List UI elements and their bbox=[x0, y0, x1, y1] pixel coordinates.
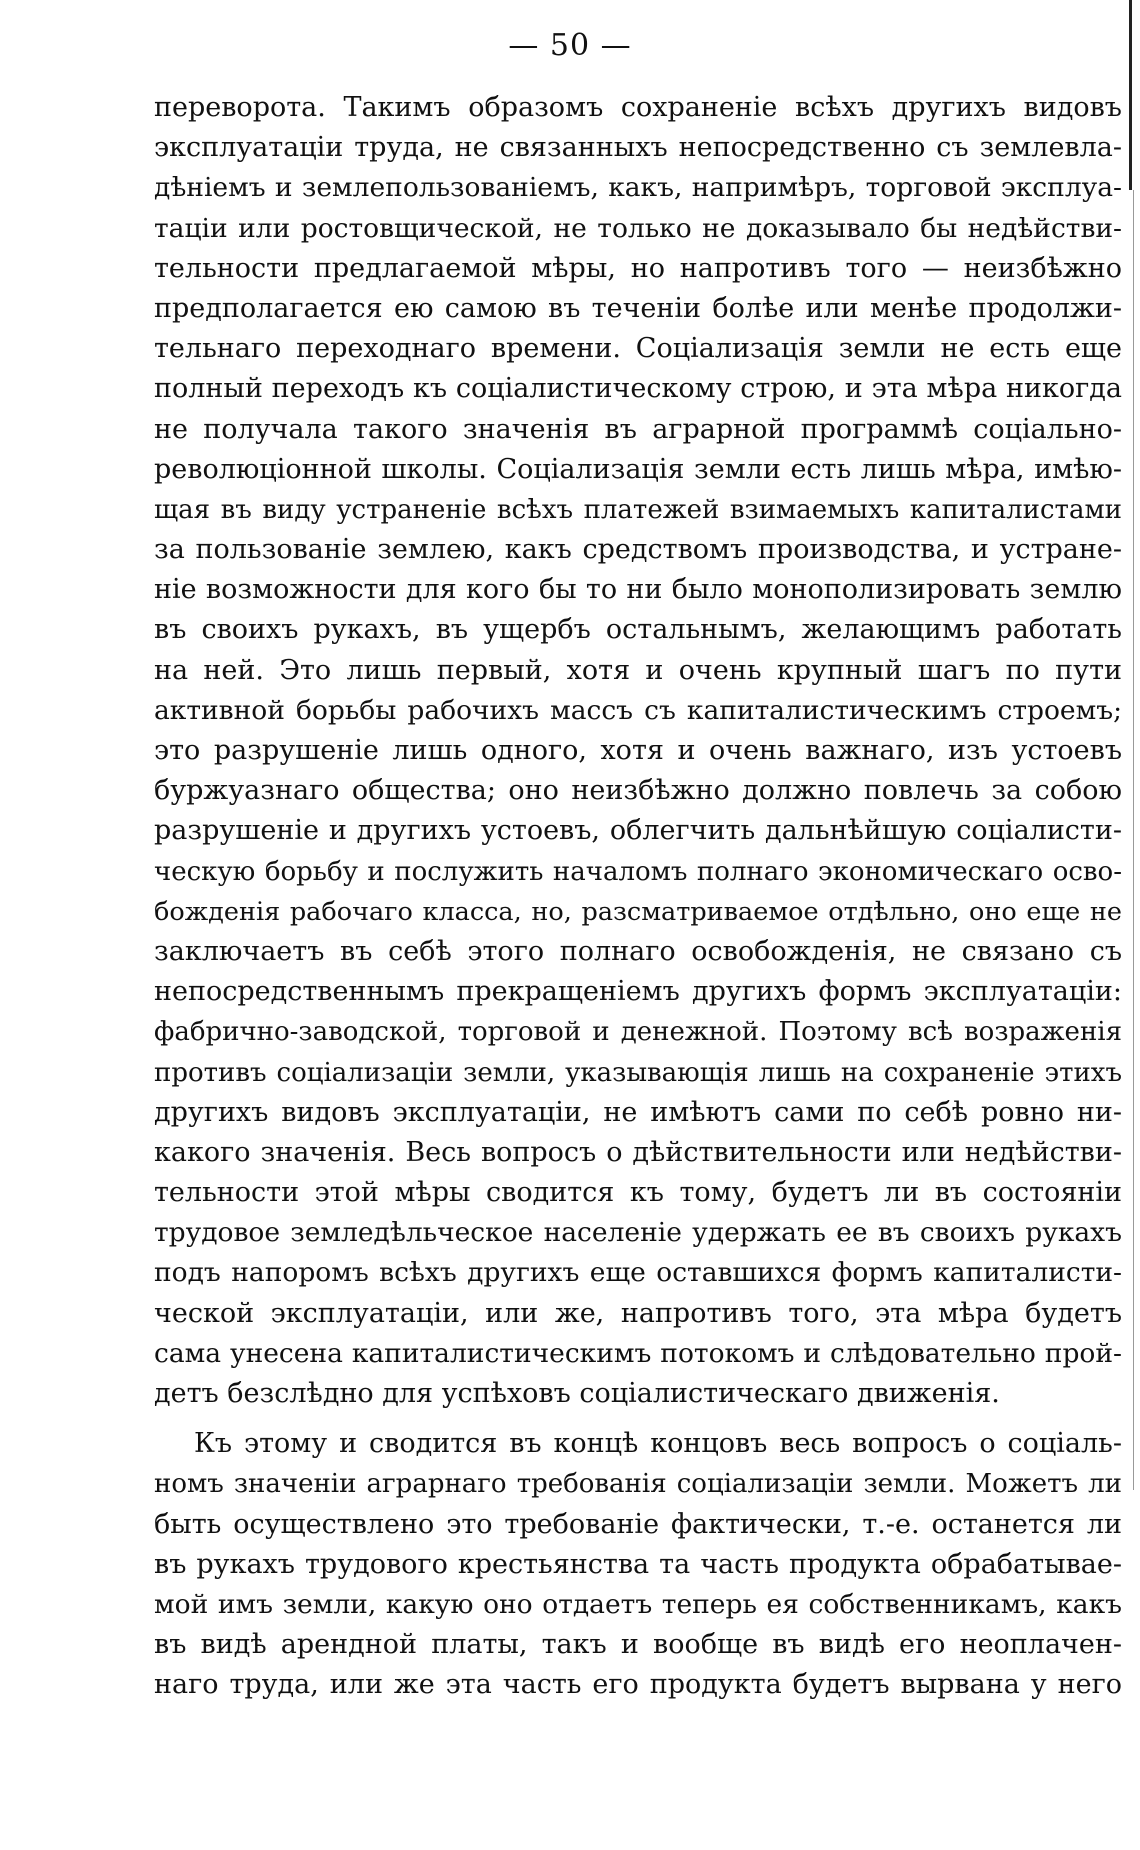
text-line: противъ соціализаціи земли, указывающія лишь на сохраненіе этихъ bbox=[154, 1057, 1122, 1088]
text-line: не получала такого значенія въ аграрной программѣ соціально- bbox=[154, 413, 1122, 445]
text-line: непосредственнымъ прекращеніемъ другихъ формъ эксплуатаціи: bbox=[154, 976, 1122, 1008]
text-line: щая въ виду устраненіе всѣхъ платежей взимаемыхъ капиталистами bbox=[154, 494, 1122, 525]
text-line: переворота. Такимъ образомъ сохраненіе всѣхъ другихъ видовъ bbox=[154, 92, 1122, 123]
text-line: быть осуществлено это требованіе фактически, т.-е. останется ли bbox=[154, 1508, 1122, 1540]
text-line: предполагается ею самою въ теченіи болѣе или менѣе продолжи- bbox=[154, 292, 1122, 324]
text-line: революціонной школы. Соціализація земли есть лишь мѣра, имѣю- bbox=[154, 453, 1122, 485]
page-number: — 50 — bbox=[508, 28, 632, 63]
paragraph-1 bbox=[154, 88, 1122, 1414]
text-line: это разрушеніе лишь одного, хотя и очень важнаго, изъ устоевъ bbox=[154, 735, 1122, 766]
text-line: дѣніемъ и землепользованіемъ, какъ, напримѣръ, торговой эксплуа- bbox=[154, 172, 1122, 204]
text-line: ніе возможности для кого бы то ни было монополизировать землю bbox=[154, 574, 1122, 606]
text-line: тельности предлагаемой мѣры, но напротивъ того — неизбѣжно bbox=[154, 252, 1122, 284]
text-line: въ своихъ рукахъ, въ ущербъ остальнымъ, желающимъ работать bbox=[154, 614, 1122, 646]
paragraph-gap bbox=[154, 1414, 1122, 1424]
text-line: другихъ видовъ эксплуатаціи, не имѣютъ сами по себѣ ровно ни- bbox=[154, 1096, 1122, 1128]
text-line: тельности этой мѣры сводится къ тому, будетъ ли въ состояніи bbox=[154, 1177, 1122, 1209]
text-line: на ней. Это лишь первый, хотя и очень крупный шагъ по пути bbox=[154, 654, 1122, 686]
text-line: заключаетъ въ себѣ этого полнаго освобожденія, не связано съ bbox=[154, 935, 1122, 967]
text-line: трудовое земледѣльческое населеніе удержать ее въ своихъ рукахъ bbox=[154, 1217, 1122, 1249]
text-line: ческой эксплуатаціи, или же, напротивъ того, эта мѣра будетъ bbox=[154, 1297, 1122, 1329]
text-line: Къ этому и сводится въ концѣ концовъ весь вопросъ о соціаль- bbox=[194, 1428, 1122, 1460]
text-line: эксплуатаціи труда, не связанныхъ непосредственно съ землевла- bbox=[154, 132, 1122, 164]
text-line: буржуазнаго общества; оно неизбѣжно должно повлечь за собою bbox=[154, 775, 1122, 807]
text-line: номъ значеніи аграрнаго требованія соціализаціи земли. Можетъ ли bbox=[154, 1469, 1122, 1500]
text-line: подъ напоромъ всѣхъ другихъ еще оставшихся формъ капиталисти- bbox=[154, 1257, 1122, 1289]
text-line: детъ безслѣдно для успѣховъ соціалистическаго движенія. bbox=[154, 1378, 1000, 1409]
page-body bbox=[154, 88, 1122, 1706]
text-line: тельнаго переходнаго времени. Соціализація земли не есть еще bbox=[154, 333, 1122, 365]
text-line: сама унесена капиталистическимъ потокомъ и слѣдовательно прой- bbox=[154, 1337, 1122, 1369]
text-line: таціи или ростовщической, не только не доказывало бы недѣйстви- bbox=[154, 212, 1122, 244]
text-line: наго труда, или же эта часть его продукта будетъ вырвана у него bbox=[154, 1669, 1122, 1701]
text-line: божденія рабочаго класса, но, разсматриваемое отдѣльно, оно еще не bbox=[154, 896, 1122, 927]
text-line: за пользованіе землею, какъ средствомъ производства, и устране- bbox=[154, 534, 1122, 566]
text-line: активной борьбы рабочихъ массъ съ капиталистическимъ строемъ; bbox=[154, 694, 1122, 726]
scan-edge-line bbox=[1133, 190, 1134, 1490]
paragraph-2 bbox=[154, 1424, 1122, 1705]
text-line: полный переходъ къ соціалистическому строю, и эта мѣра никогда bbox=[154, 373, 1122, 405]
text-line: мой имъ земли, какую оно отдаетъ теперь ея собственникамъ, какъ bbox=[154, 1588, 1122, 1620]
text-line: въ рукахъ трудового крестьянства та часть продукта обрабатывае- bbox=[154, 1548, 1122, 1580]
text-line: ческую борьбу и послужить началомъ полнаго экономическаго осво- bbox=[154, 856, 1122, 887]
text-line: какого значенія. Весь вопросъ о дѣйствительности или недѣйстви- bbox=[154, 1136, 1122, 1168]
text-line: фабрично-заводской, торговой и денежной. Поэтому всѣ возраженія bbox=[154, 1017, 1122, 1048]
text-line: разрушеніе и другихъ устоевъ, облегчить дальнѣйшую соціалисти- bbox=[154, 815, 1122, 847]
text-line: въ видѣ арендной платы, такъ и вообще въ видѣ его неоплачен- bbox=[154, 1629, 1122, 1661]
